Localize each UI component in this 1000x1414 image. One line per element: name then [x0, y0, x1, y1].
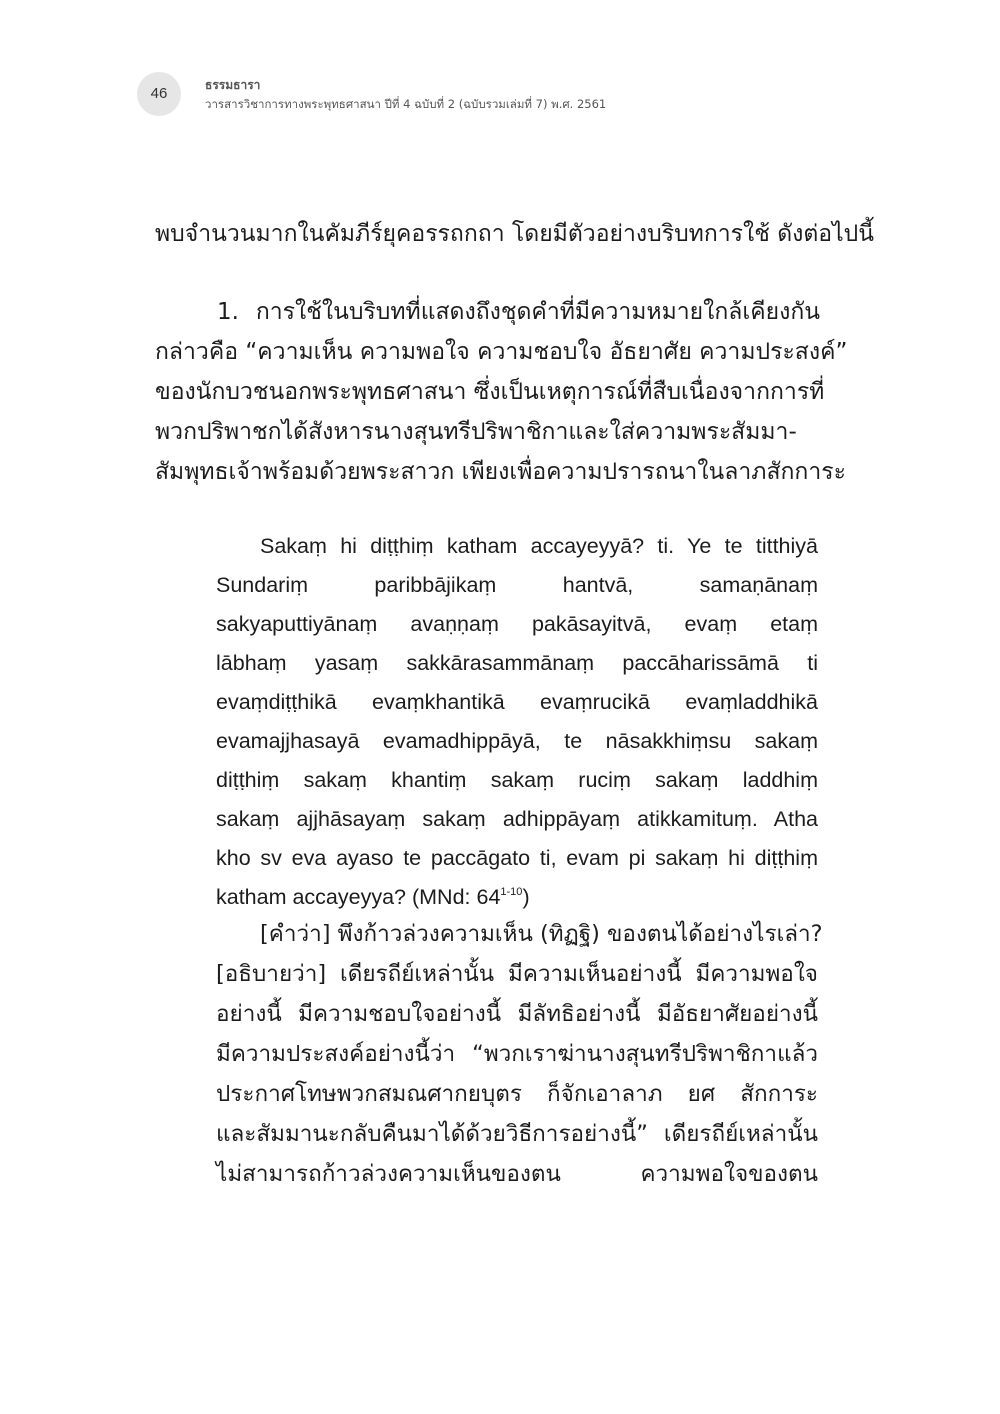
translation-paragraph [216, 914, 823, 1194]
quote-line: sakaṃ ajjhāsayaṃ sakaṃ adhippāyaṃ atikkamituṃ. Atha [216, 807, 818, 831]
citation-superscript: 1-10 [500, 886, 523, 898]
translation-line: มีความประสงค์อย่างนี้ว่า “พวกเราฆ่านางสุนทรีปริพาชิกาแล้ว [216, 1041, 818, 1067]
paragraph-line: 1. การใช้ในบริบทที่แสดงถึงชุดคำที่มีความหมายใกล้เคียงกัน [217, 299, 820, 325]
paragraph-line: พวกปริพาชกได้สังหารนางสุนทรีปริพาชิกาและใส่ความพระสัมมา- [155, 419, 797, 445]
translation-line: [อธิบายว่า] เดียรถีย์เหล่านั้น มีความเห็นอย่างนี้ มีความพอใจ [216, 961, 818, 987]
quote-line: kho sv eva ayaso te paccāgato ti, evam pi sakaṃ hi diṭṭhiṃ [216, 846, 818, 870]
paragraph-usage-1 [155, 292, 848, 492]
quote-line: lābhaṃ yasaṃ sakkārasammānaṃ paccāharissāmā ti [216, 651, 818, 675]
running-header [137, 72, 757, 120]
paragraph-line: กล่าวคือ “ความเห็น ความพอใจ ความชอบใจ อัธยาศัย ความประสงค์” [155, 339, 848, 365]
citation-close: ) [522, 885, 530, 909]
translation-line: [คำว่า] พึงก้าวล่วงความเห็น (ทิฏฐิ) ของตนได้อย่างไรเล่า? [260, 921, 823, 947]
paragraph-line: สัมพุทธเจ้าพร้อมด้วยพระสาวก เพียงเพื่อความปรารถนาในลาภสักการะ [155, 459, 846, 485]
quote-line: Sundariṃ paribbājikaṃ hantvā, samaṇānaṃ [216, 573, 818, 597]
journal-issue-info: วารสารวิชาการทางพระพุทธศาสนา ปีที่ 4 ฉบับที่ 2 (ฉบับรวมเล่มที่ 7) พ.ศ. 2561 [205, 97, 607, 111]
pali-block-quote [216, 527, 818, 917]
translation-line: อย่างนี้ มีความชอบใจอย่างนี้ มีลัทธิอย่างนี้ มีอัธยาศัยอย่างนี้ [216, 1001, 818, 1027]
quote-line: Sakaṃ hi diṭṭhiṃ katham accayeyyā? ti. Ye te titthiyā [260, 534, 818, 558]
quote-line: evamajjhasayā evamadhippāyā, te nāsakkhiṃsu sakaṃ [216, 729, 818, 753]
quote-line-text: katham accayeyya? (MNd: 64 [216, 885, 501, 909]
quote-line: evaṃdiṭṭhikā evaṃkhantikā evaṃrucikā evaṃladdhikā [216, 690, 818, 714]
quote-line: sakyaputtiyānaṃ avaṇṇaṃ pakāsayitvā, evaṃ etaṃ [216, 612, 818, 636]
page-number-badge: 46 [137, 72, 181, 116]
translation-line: และสัมมานะกลับคืนมาได้ด้วยวิธีการอย่างนี้” เดียรถีย์เหล่านั้น [216, 1121, 818, 1147]
intro-paragraph [155, 214, 874, 254]
intro-line: พบจำนวนมากในคัมภีร์ยุคอรรถกถา โดยมีตัวอย่างบริบทการใช้ ดังต่อไปนี้ [155, 221, 874, 247]
quote-last-line [216, 878, 818, 917]
journal-name: ธรรมธารา [205, 78, 261, 92]
quote-line: diṭṭhiṃ sakaṃ khantiṃ sakaṃ ruciṃ sakaṃ laddhiṃ [216, 768, 818, 792]
paragraph-line: ของนักบวชนอกพระพุทธศาสนา ซึ่งเป็นเหตุการณ์ที่สืบเนื่องจากการที่ [155, 379, 825, 405]
translation-line: ไม่สามารถก้าวล่วงความเห็นของตน ความพอใจของตน [216, 1161, 818, 1187]
translation-line: ประกาศโทษพวกสมณศากยบุตร ก็จักเอาลาภ ยศ สักการะ [216, 1081, 818, 1107]
